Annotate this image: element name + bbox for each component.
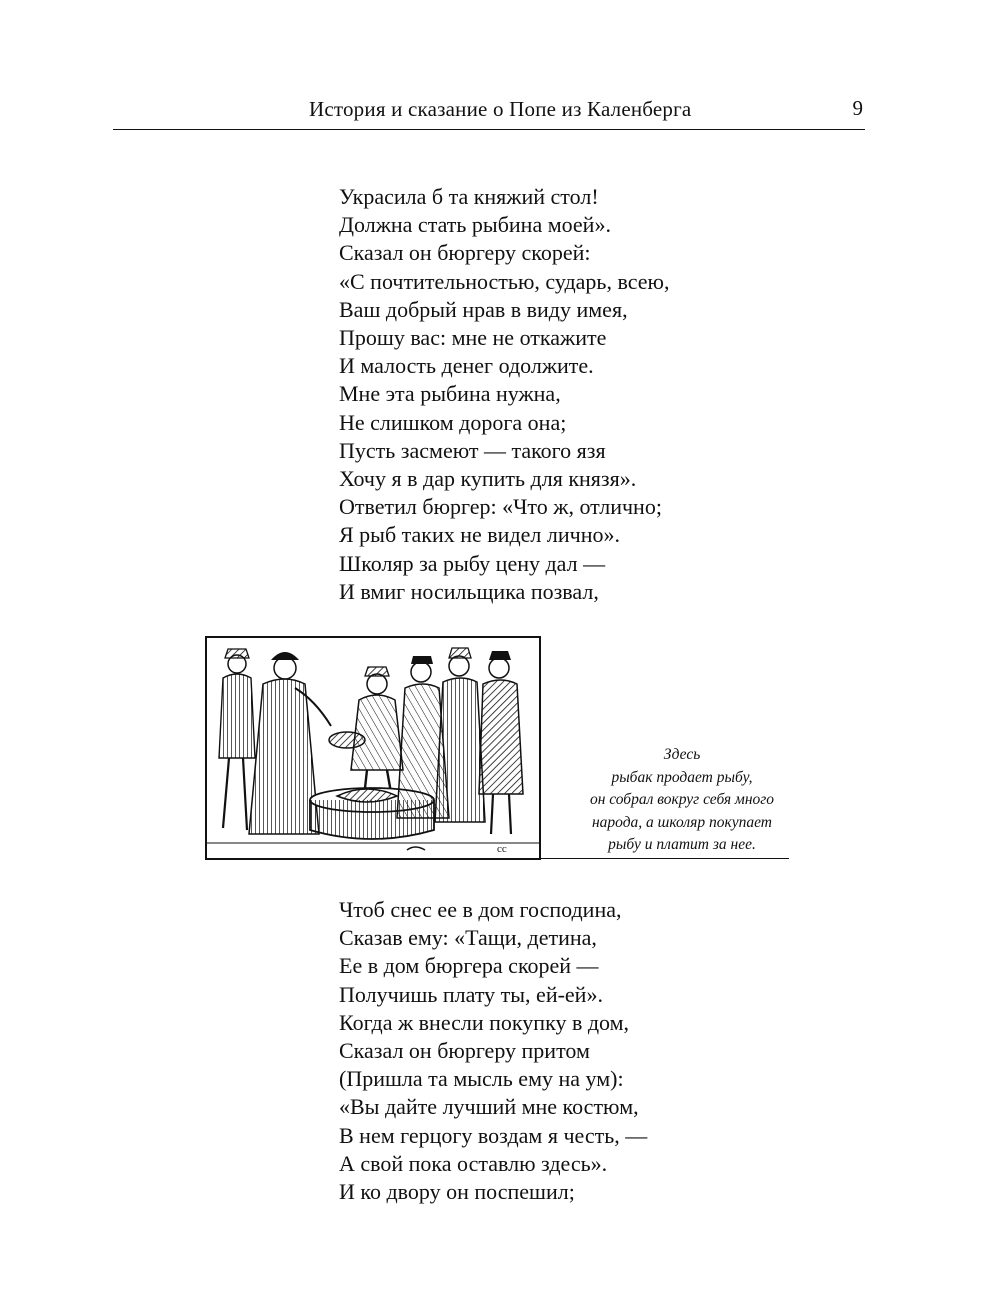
illustration-caption <box>560 744 804 857</box>
verse-line: И ко двору он поспешил; <box>339 1179 575 1205</box>
verse-line: И малость денег одолжите. <box>339 353 594 379</box>
woodcut-image <box>207 638 539 858</box>
verse-line: Сказал он бюргеру скорей: <box>339 240 591 266</box>
verse-line: Должна стать рыбина моей». <box>339 212 611 238</box>
verse-line: Не слишком дорога она; <box>339 409 567 435</box>
verse-bottom <box>339 896 647 1206</box>
caption-line: рыбу и платит за нее. <box>608 836 756 853</box>
verse-line: Сказав ему: «Тащи, детина, <box>339 925 597 951</box>
verse-line: Пусть засмеют — такого язя <box>339 437 606 463</box>
verse-line: Сказал он бюргеру притом <box>339 1038 590 1064</box>
verse-line: «С почтительностью, сударь, всею, <box>339 268 670 294</box>
verse-line: Ваш добрый нрав в виду имея, <box>339 296 628 322</box>
verse-line: И вмиг носильщика позвал, <box>339 578 599 604</box>
verse-line: В нем герцогу воздам я честь, — <box>339 1122 648 1148</box>
verse-line: Украсила б та княжий стол! <box>339 184 599 209</box>
svg-text:cc: cc <box>497 843 507 855</box>
verse-line: Хочу я в дар купить для князя». <box>339 466 637 492</box>
verse-line: Мне эта рыбина нужна, <box>339 381 561 407</box>
verse-line: Получишь плату ты, ей-ей». <box>339 981 603 1007</box>
page-number: 9 <box>852 96 863 120</box>
verse-line: Школяр за рыбу цену дал — <box>339 550 606 576</box>
caption-line: Здесь <box>663 746 701 763</box>
header-title: История и сказание о Попе из Каленберга <box>309 97 692 121</box>
verse-line: Я рыб таких не видел лично». <box>339 522 620 548</box>
caption-line: рыбак продает рыбу, <box>611 768 753 786</box>
verse-line: «Вы дайте лучший мне костюм, <box>339 1094 639 1120</box>
verse-line: Прошу вас: мне не откажите <box>339 325 607 351</box>
caption-line: народа, а школяр покупает <box>591 813 772 831</box>
caption-rule <box>541 858 789 859</box>
verse-line: Ответил бюргер: «Что ж, отлично; <box>339 494 662 520</box>
woodcut-illustration <box>205 636 541 860</box>
verse-line: (Пришла та мысль ему на ум): <box>339 1066 624 1092</box>
verse-line: Когда ж внесли покупку в дом, <box>339 1009 630 1035</box>
verse-top <box>339 183 669 606</box>
running-header <box>113 95 865 130</box>
verse-line: Ее в дом бюргера скорей — <box>339 953 599 979</box>
verse-line: Чтоб снес ее в дом господина, <box>339 897 622 922</box>
verse-line: А свой пока оставлю здесь». <box>339 1150 608 1176</box>
caption-line: он собрал вокруг себя много <box>589 791 775 808</box>
